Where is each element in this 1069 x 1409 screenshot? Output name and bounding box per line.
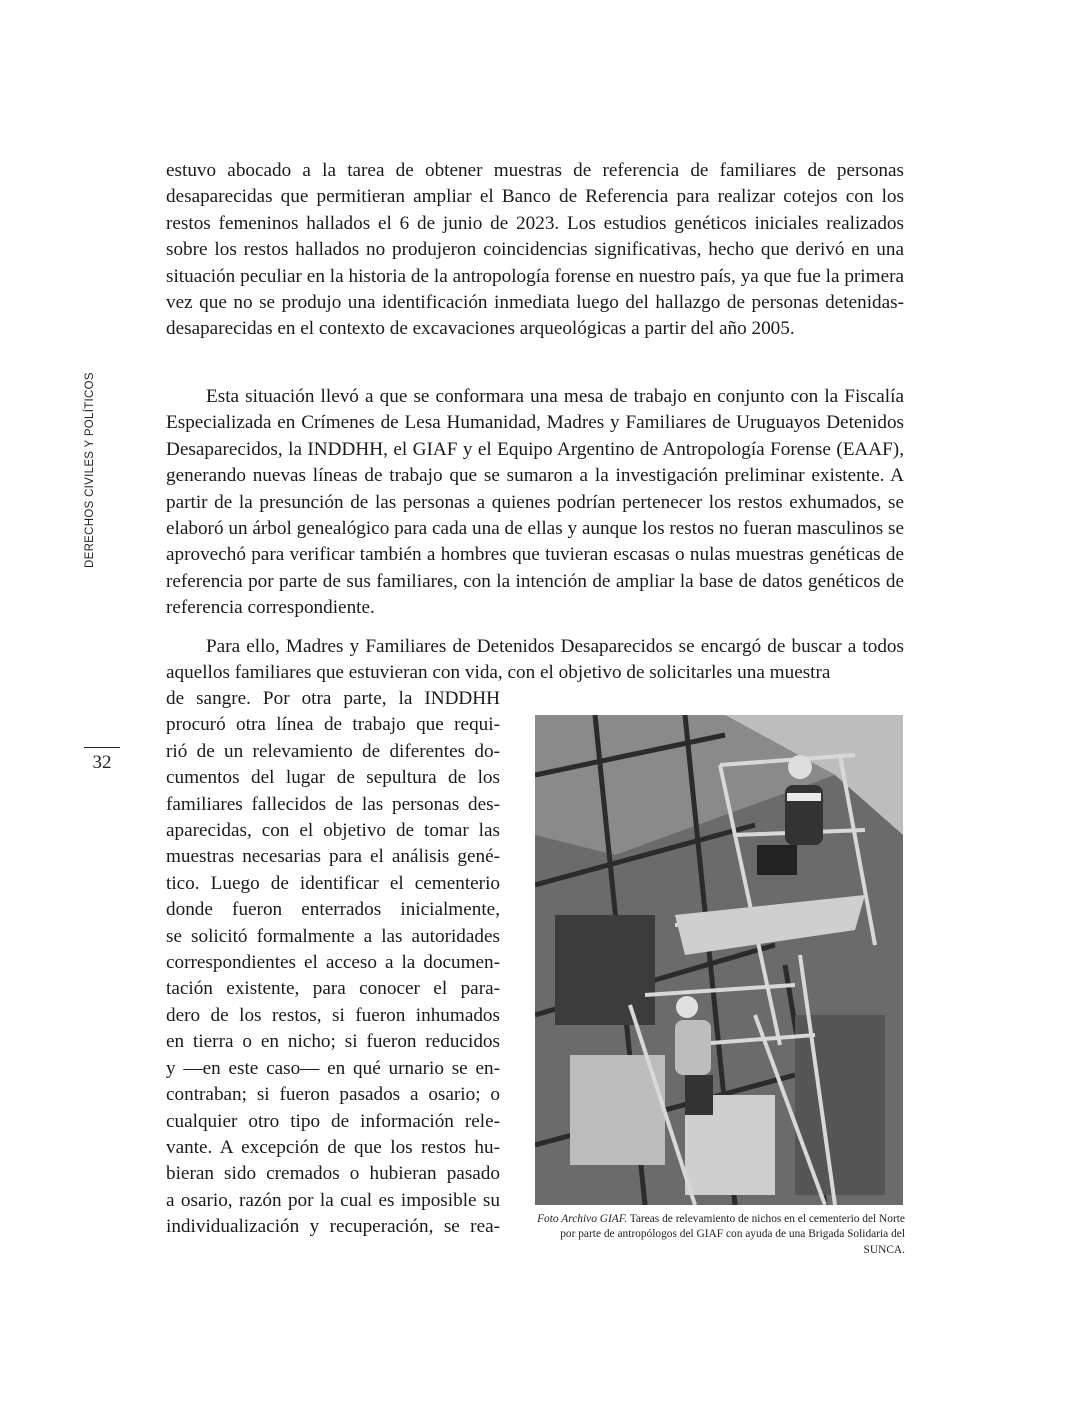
- paragraph-1-text: estuvo abocado a la tarea de obtener muestras de referencia de familiares de personas desaparecidas que permitieran ampliar el Banco de Referencia para realizar cotejos con los restos femeninos hallados el 6 de junio de 2023. Los estudios genéticos iniciales realizados sobre los restos hallados no produjeron coincidencias significativas, hecho que derivó en una situación peculiar en la historia de la antropología forense en nuestro país, ya que fue la primera vez que no se produjo una identificación inmediata luego del hallazgo de personas detenidas-desaparecidas en el contexto de excavaciones arqueológicas a partir del año 2005.: [166, 160, 904, 340]
- column-line: vante. A excepción de que los restos hu-: [166, 1136, 500, 1158]
- column-line: en tierra o en nicho; si fueron reducidos: [166, 1031, 500, 1053]
- column-line: dero de los restos, si fueron inhumados: [166, 1004, 500, 1026]
- photo-caption: [535, 1212, 905, 1258]
- column-line: tación existente, para conocer el para-: [166, 978, 500, 1000]
- running-head: DERECHOS CIVILES Y POLÍTICOS: [84, 372, 96, 568]
- column-line: cumentos del lugar de sepultura de los: [166, 767, 500, 789]
- column-line: de sangre. Por otra parte, la INDDHH: [166, 688, 500, 709]
- column-line: rió de un relevamiento de diferentes do-: [166, 740, 500, 762]
- column-line: y —en este caso— en qué urnario se en-: [166, 1057, 500, 1079]
- column-line: tico. Luego de identificar el cementerio: [166, 872, 500, 894]
- column-text: [166, 686, 500, 1241]
- column-line: individualización y recuperación, se rea-: [166, 1216, 500, 1238]
- page-number: 32: [92, 752, 112, 773]
- paragraph-2: [166, 384, 904, 622]
- column-line: muestras necesarias para el análisis gené-: [166, 846, 500, 868]
- column-line: aparecidas, con el objetivo de tomar las: [166, 820, 500, 842]
- column-line: bieran sido cremados o hubieran pasado: [166, 1163, 500, 1185]
- column-line: correspondientes el acceso a la documen-: [166, 952, 500, 974]
- paragraph-3-text: Para ello, Madres y Familiares de Detenidos Desaparecidos se encargó de buscar a todos aquellos familiares que estuvieran con vida, con el objetivo de solicitarles una muestra: [166, 636, 904, 684]
- column-line: donde fueron enterrados inicialmente,: [166, 899, 500, 921]
- paragraph-1: [166, 158, 904, 343]
- paragraph-2-text: Esta situación llevó a que se conformara una mesa de trabajo en conjunto con la Fiscalía Especializada en Crímenes de Lesa Humanidad, Madres y Familiares de Uruguayos Detenidos Desaparecidos, la INDDHH, el GIAF y el Equipo Argentino de Antropología Forense (EAAF), generando nuevas líneas de trabajo que se sumaron a la investigación preliminar existente. A partir de la presunción de las personas a quienes podrían pertenecer los restos exhumados, se elaboró un árbol genealógico para cada una de ellas y aunque los restos no fueran masculinos se aprovechó para verificar también a hombres que tuvieran escasas o nulas muestras genéticas de referencia por parte de sus familiares, con la intención de ampliar la base de datos genéticos de referencia correspondiente.: [166, 386, 904, 619]
- photo-credit: Foto Archivo GIAF.: [537, 1213, 628, 1225]
- column-line: se solicitó formalmente a las autoridades: [166, 925, 500, 947]
- column-line: contraban; si fueron pasados a osario; o: [166, 1084, 500, 1106]
- column-line: cualquier otro tipo de información rele-: [166, 1110, 500, 1132]
- caption-text: Tareas de relevamiento de nichos en el cementerio del Norte por parte de antropólogos del GIAF con ayuda de una Brigada Solidaria del SUNCA.: [560, 1213, 905, 1256]
- column-line: procuró otra línea de trabajo que requi-: [166, 714, 500, 736]
- page-number-rule: [84, 747, 120, 748]
- column-line: a osario, razón por la cual es imposible su: [166, 1189, 500, 1211]
- photo-scaffolding-niches: [535, 715, 903, 1205]
- column-line: familiares fallecidos de las personas des-: [166, 793, 500, 815]
- paragraph-3: [166, 634, 904, 687]
